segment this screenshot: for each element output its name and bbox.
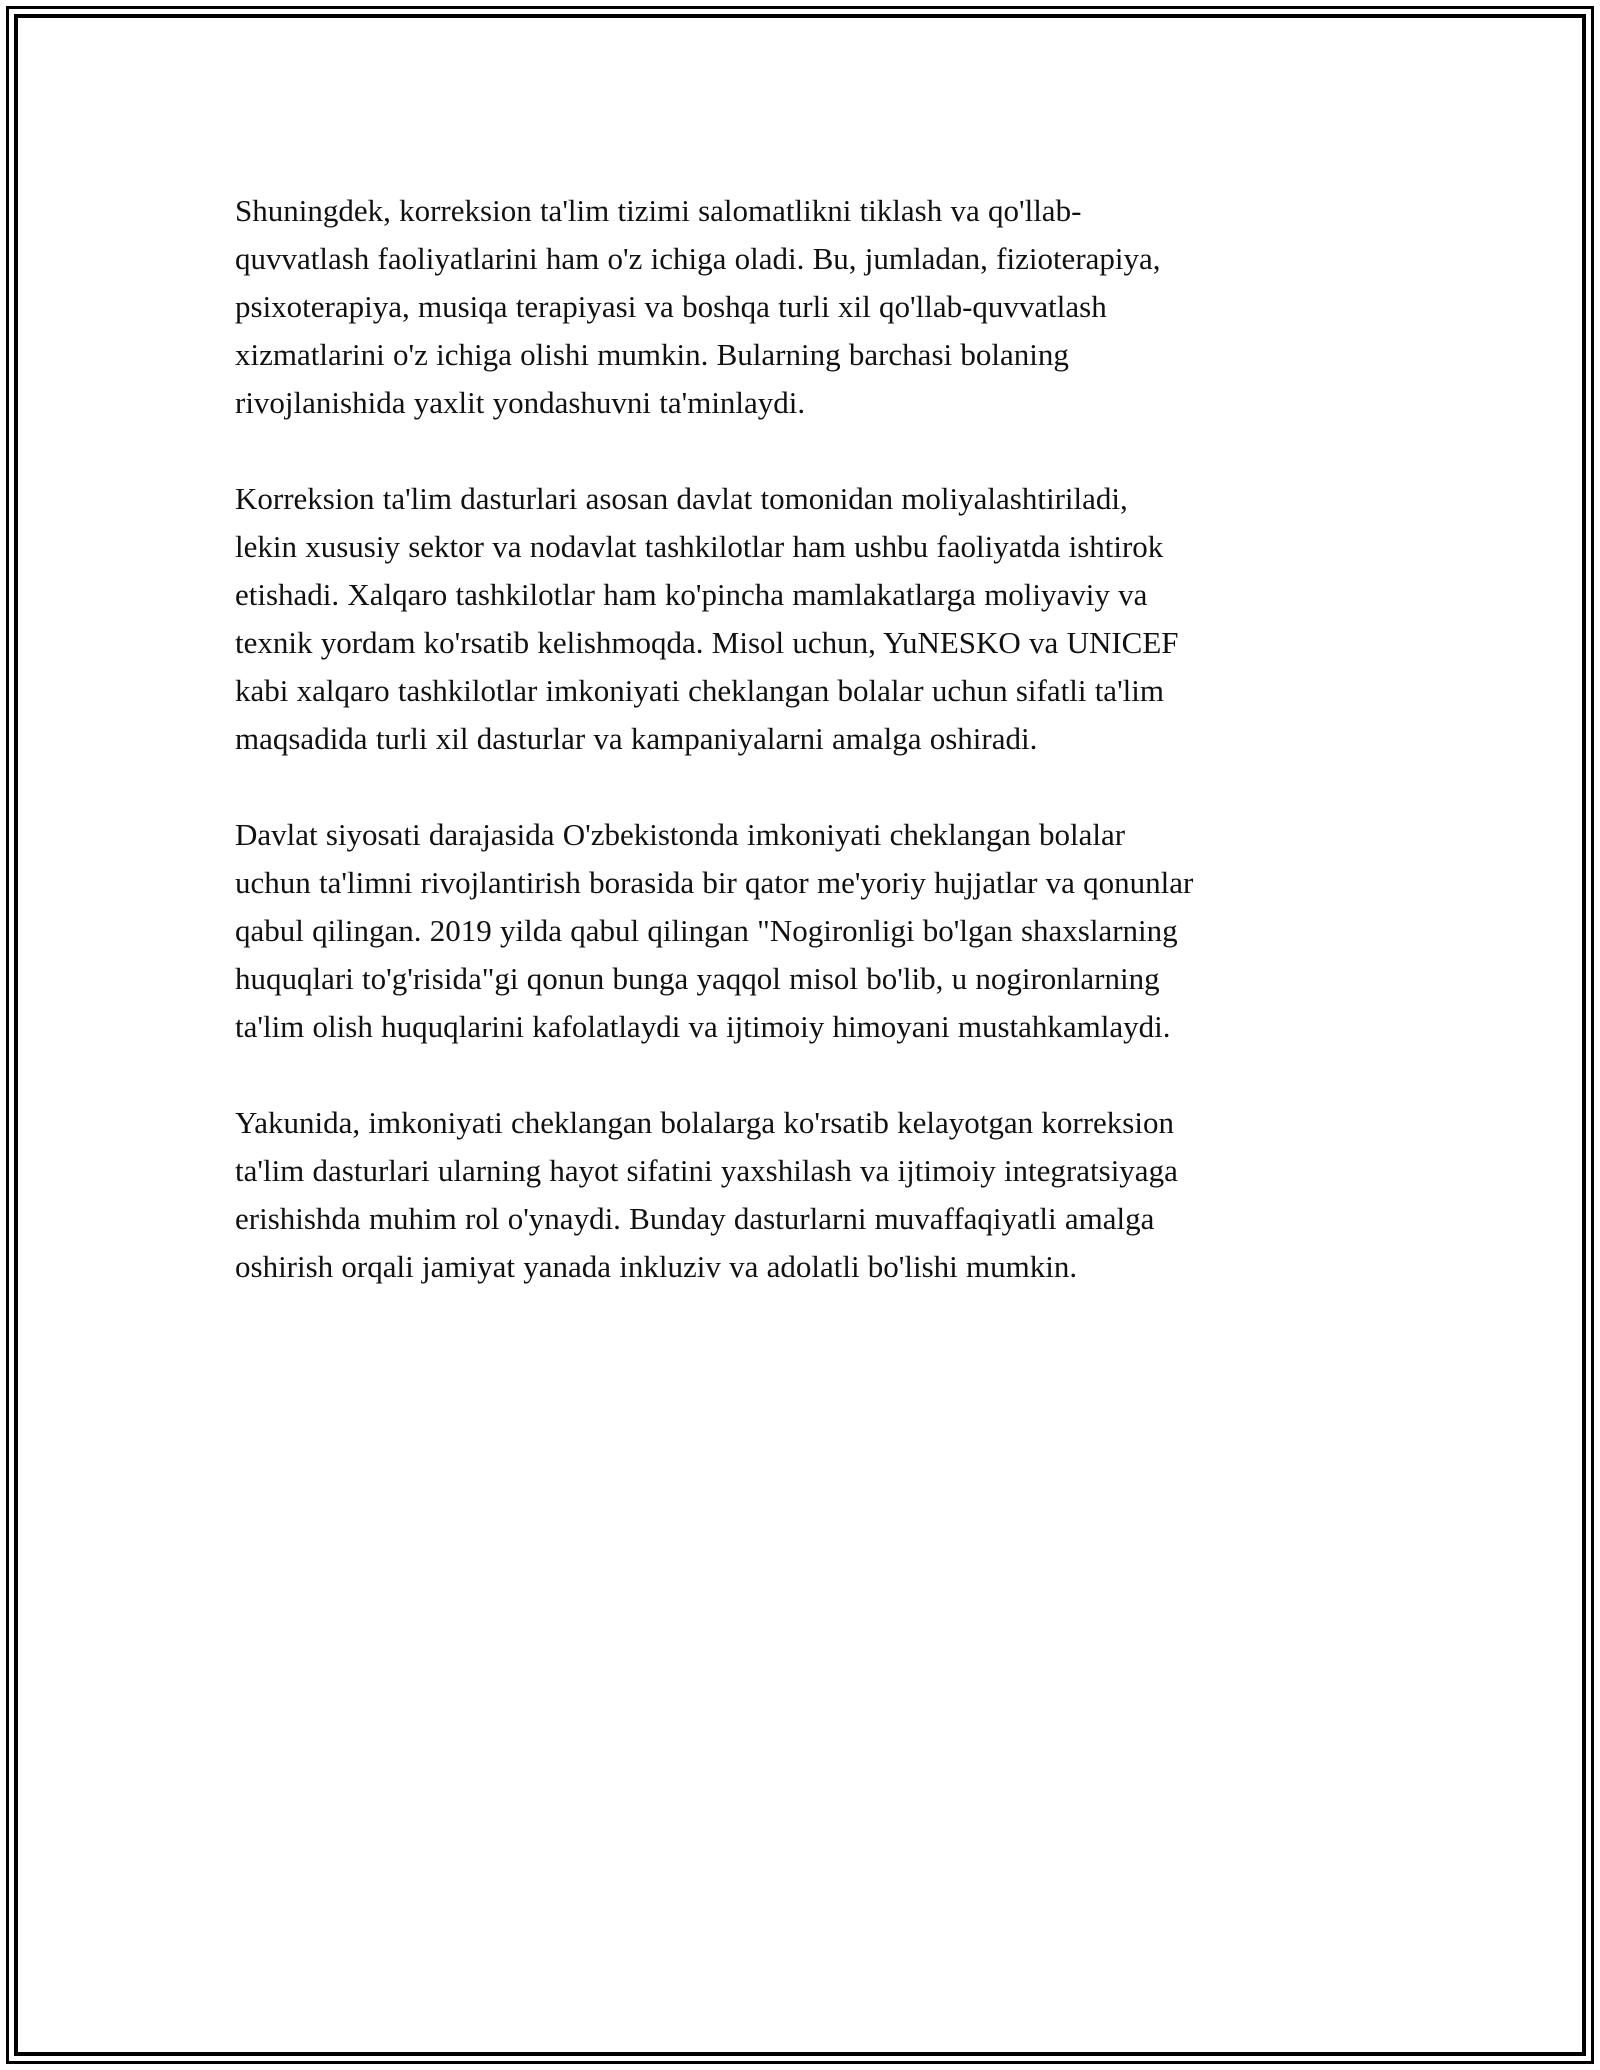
- paragraph-conclusion: [235, 1099, 1375, 1291]
- text-line: huquqlari to'g'risida"gi qonun bunga yaqqol misol bo'lib, u nogironlarning: [235, 961, 1160, 996]
- text-line: qabul qilingan. 2019 yilda qabul qilingan "Nogironligi bo'lgan shaxslarning: [235, 913, 1178, 948]
- paragraph-state-policy: [235, 811, 1375, 1051]
- text-line: oshirish orqali jamiyat yanada inkluziv va adolatli bo'lishi mumkin.: [235, 1249, 1078, 1284]
- text-line: maqsadida turli xil dasturlar va kampaniyalarni amalga oshiradi.: [235, 721, 1038, 756]
- text-line: uchun ta'limni rivojlantirish borasida bir qator me'yoriy hujjatlar va qonunlar: [235, 865, 1194, 900]
- text-line: lekin xususiy sektor va nodavlat tashkilotlar ham ushbu faoliyatda ishtirok: [235, 529, 1164, 564]
- text-line: Shuningdek, korreksion ta'lim tizimi salomatlikni tiklash va qo'llab-: [235, 193, 1082, 228]
- text-line: psixoterapiya, musiqa terapiyasi va boshqa turli xil qo'llab-quvvatlash: [235, 289, 1107, 324]
- text-line: erishishda muhim rol o'ynaydi. Bunday dasturlarni muvaffaqiyatli amalga: [235, 1201, 1155, 1236]
- text-line: ta'lim dasturlari ularning hayot sifatini yaxshilash va ijtimoiy integratsiyaga: [235, 1153, 1178, 1188]
- document-body: [235, 187, 1375, 1339]
- text-line: Davlat siyosati darajasida O'zbekistonda imkoniyati cheklangan bolalar: [235, 817, 1126, 852]
- text-line: rivojlanishida yaxlit yondashuvni ta'minlaydi.: [235, 385, 806, 420]
- text-line: Yakunida, imkoniyati cheklangan bolalarga ko'rsatib kelayotgan korreksion: [235, 1105, 1174, 1140]
- text-line: ta'lim olish huquqlarini kafolatlaydi va ijtimoiy himoyani mustahkamlaydi.: [235, 1009, 1171, 1044]
- text-line: texnik yordam ko'rsatib kelishmoqda. Misol uchun, YuNESKO va UNICEF: [235, 625, 1179, 660]
- text-line: etishadi. Xalqaro tashkilotlar ham ko'pincha mamlakatlarga moliyaviy va: [235, 577, 1148, 612]
- text-line: Korreksion ta'lim dasturlari asosan davlat tomonidan moliyalashtiriladi,: [235, 481, 1128, 516]
- text-line: xizmatlarini o'z ichiga olishi mumkin. Bularning barchasi bolaning: [235, 337, 1069, 372]
- text-line: kabi xalqaro tashkilotlar imkoniyati cheklangan bolalar uchun sifatli ta'lim: [235, 673, 1164, 708]
- paragraph-rehabilitation-support: [235, 187, 1375, 427]
- text-line: quvvatlash faoliyatlarini ham o'z ichiga oladi. Bu, jumladan, fizioterapiya,: [235, 241, 1161, 276]
- paragraph-funding: [235, 475, 1375, 763]
